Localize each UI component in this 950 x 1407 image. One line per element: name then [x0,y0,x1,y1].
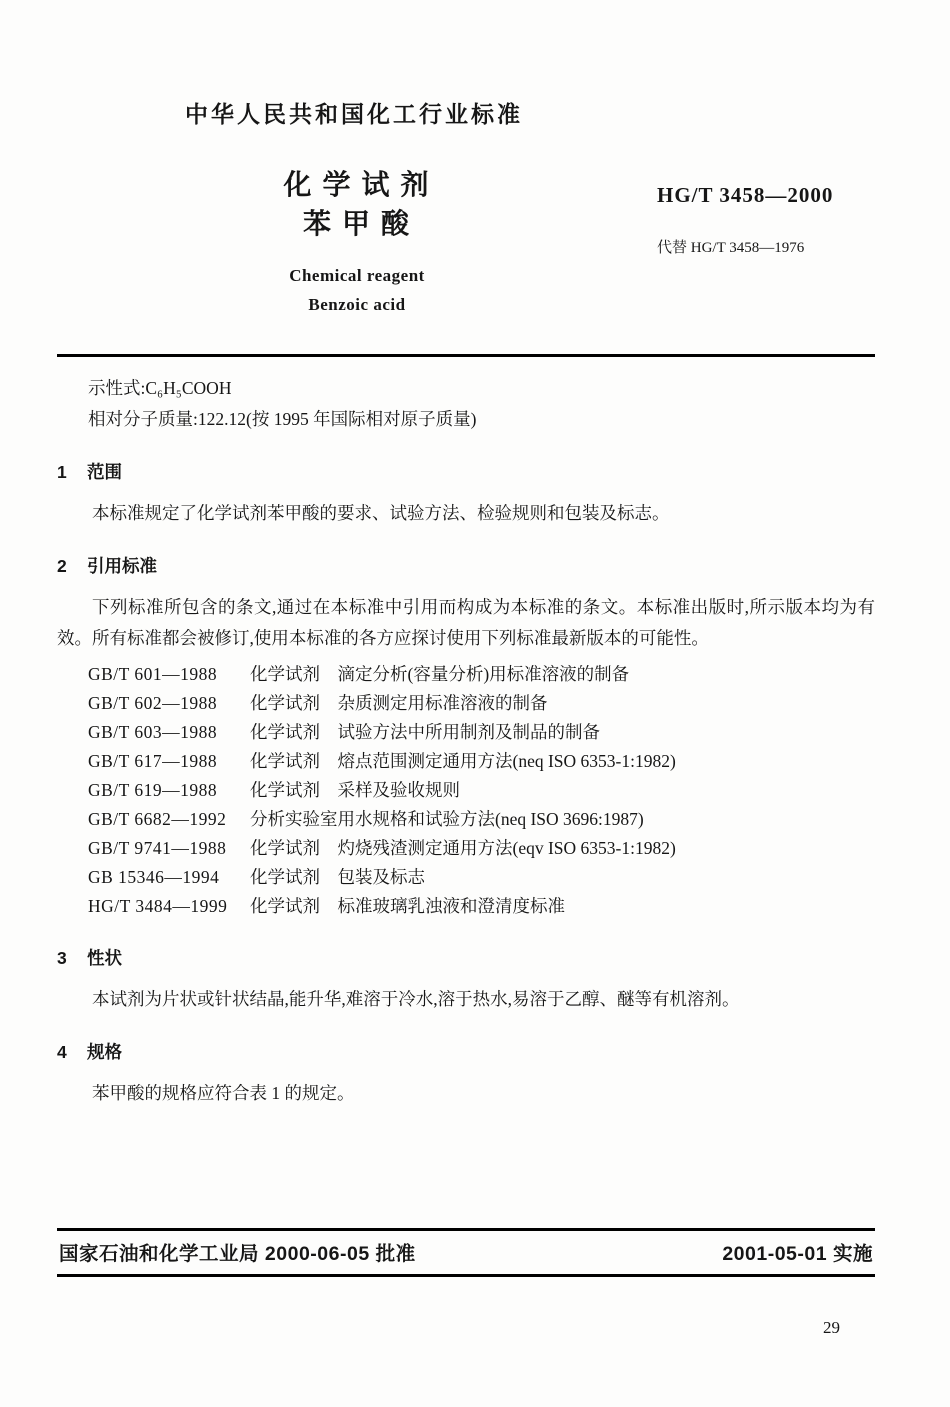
reference-title: 化学试剂 采样及验收规则 [250,780,460,801]
reference-title: 化学试剂 灼烧残渣测定通用方法(eqv ISO 6353-1:1982) [250,838,676,859]
reference-code: GB/T 603—1988 [88,722,218,743]
section-number: 4 [57,1042,67,1063]
page-number: 29 [823,1318,840,1337]
section-paragraph-specifications: 苯甲酸的规格应符合表 1 的规定。 [92,1083,355,1104]
reference-code: GB/T 617—1988 [88,751,218,772]
footer-bar [57,1228,875,1277]
reference-code: GB/T 6682—1992 [88,809,227,830]
title-cn-block [57,167,657,320]
section-heading-scope [57,459,875,484]
section-number: 3 [57,948,67,969]
section-paragraph-properties: 本试剂为片状或针状结晶,能升华,难溶于冷水,溶于热水,易溶于乙醇、醚等有机溶剂。 [92,989,740,1010]
document-title-en-line2: Benzoic acid [308,295,406,315]
reference-code: GB/T 619—1988 [88,780,218,801]
approval-text: 国家石油和化学工业局 2000-06-05 批准 [59,1243,416,1265]
reference-title: 化学试剂 试验方法中所用制剂及制品的制备 [250,722,600,743]
reference-title: 化学试剂 标准玻璃乳浊液和澄清度标准 [250,896,565,917]
reference-title: 化学试剂 熔点范围测定通用方法(neq ISO 6353-1:1982) [250,751,676,772]
formula-line: 示性式:C₆H₅COOH [88,378,232,399]
intro-block [88,373,875,435]
reference-item [88,660,875,689]
reference-title: 化学试剂 杂质测定用标准溶液的制备 [250,693,548,714]
section-heading-references [57,553,875,578]
reference-item [88,805,875,834]
standard-number: HG/T 3458—2000 [657,183,834,207]
standard-number-block [657,167,875,320]
reference-code: GB/T 602—1988 [88,693,218,714]
document-title-cn-line1: 化 学 试 剂 [283,170,431,201]
title-block [57,167,875,320]
standard-category-heading: 中华人民共和国化工行业标准 [185,102,523,127]
document-content [57,0,875,1109]
section-title: 范围 [87,462,122,483]
section-paragraph-references: 下列标准所包含的条文,通过在本标准中引用而构成为本标准的条文。本标准出版时,所示版本均为有效。所有标准都会被修订,使用本标准的各方应探讨使用下列标准最新版本的可能性。 [57,597,875,649]
reference-item [88,776,875,805]
reference-title: 化学试剂 滴定分析(容量分析)用标准溶液的制备 [250,664,630,685]
document-title-cn-line2: 苯 甲 酸 [302,208,411,240]
reference-code: GB 15346—1994 [88,867,220,888]
reference-title: 化学试剂 包装及标志 [250,867,425,888]
molecular-mass-line: 相对分子质量:122.12(按 1995 年国际相对原子质量) [88,409,477,430]
section-title: 规格 [87,1042,122,1063]
reference-item [88,834,875,863]
header-divider-rule [57,354,875,357]
reference-title: 分析实验室用水规格和试验方法(neq ISO 3696:1987) [250,809,644,830]
section-heading-properties [57,945,875,970]
reference-item [88,689,875,718]
section-paragraph-scope: 本标准规定了化学试剂苯甲酸的要求、试验方法、检验规则和包装及标志。 [92,503,670,524]
reference-item [88,863,875,892]
reference-code: GB/T 601—1988 [88,664,218,685]
section-number: 1 [57,462,67,483]
section-title: 性状 [87,948,122,969]
document-title-en-line1: Chemical reagent [289,266,425,286]
replaces-note: 代替 HG/T 3458—1976 [657,240,805,256]
section-heading-specifications [57,1039,875,1064]
reference-item [88,892,875,921]
section-number: 2 [57,556,67,577]
reference-item [88,747,875,776]
section-title: 引用标准 [87,556,157,577]
reference-code: HG/T 3484—1999 [88,896,228,917]
implementation-text: 2001-05-01 实施 [722,1243,873,1265]
reference-code: GB/T 9741—1988 [88,838,227,859]
title-en-block [57,262,657,320]
reference-item [88,718,875,747]
reference-list [88,660,875,921]
